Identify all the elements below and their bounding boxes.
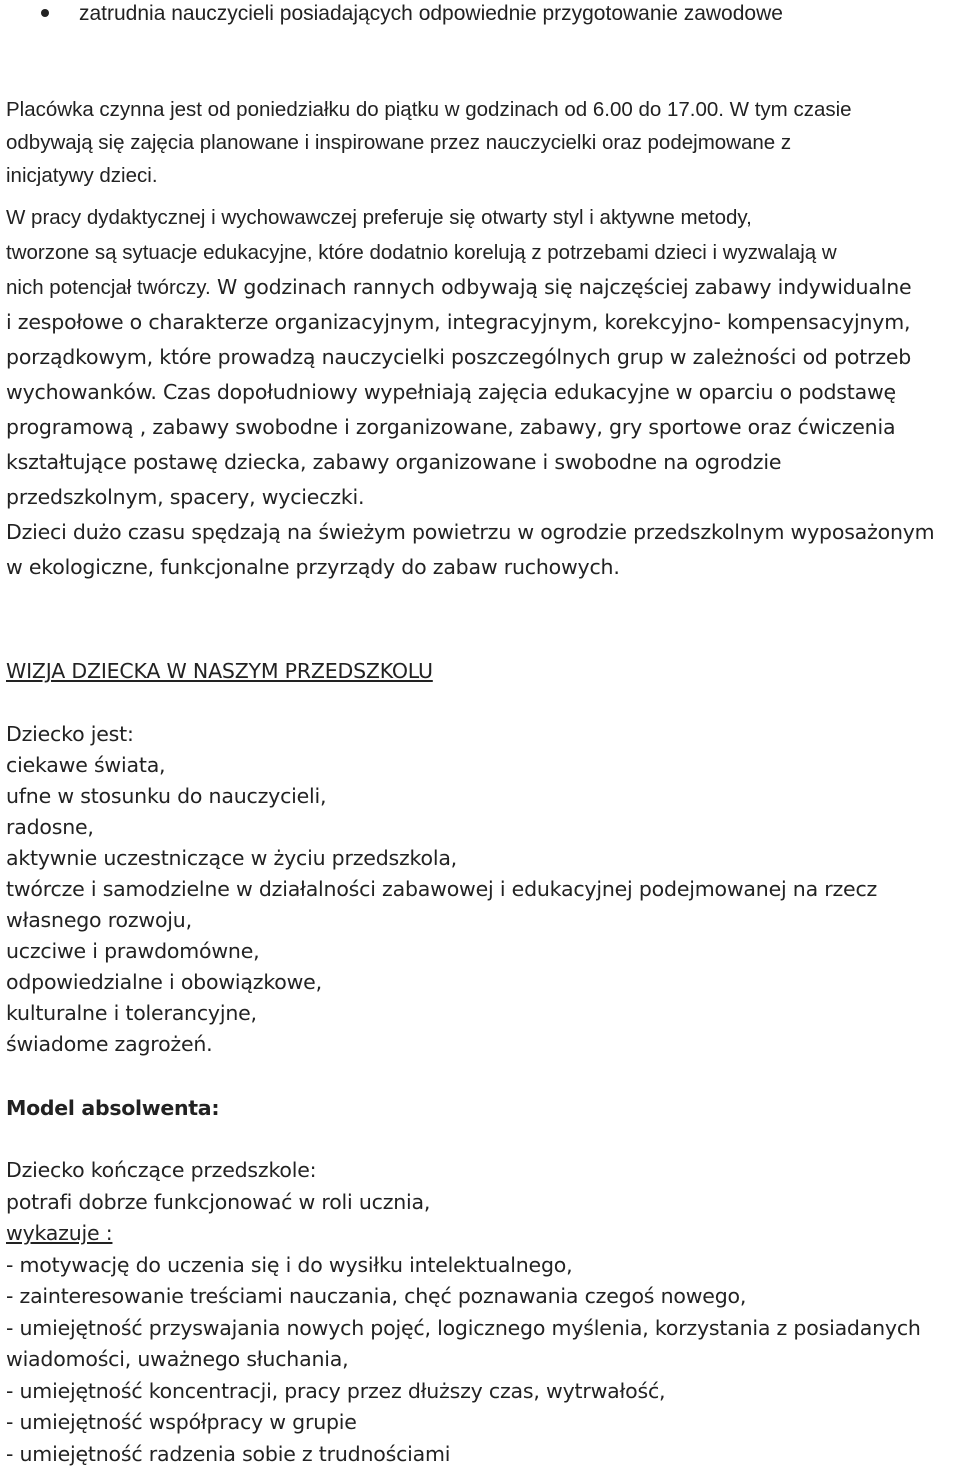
vision-item: odpowiedzialne i obowiązkowe, xyxy=(6,967,956,998)
graduate-item: - umiejętność koncentracji, pracy przez dłuższy czas, wytrwałość, xyxy=(6,1376,956,1408)
vision-item: ufne w stosunku do nauczycieli, xyxy=(6,781,956,812)
vision-intro: Dziecko jest: xyxy=(6,719,956,750)
graduate-item: - umiejętność współpracy w grupie xyxy=(6,1407,956,1439)
vision-item: kulturalne i tolerancyjne, xyxy=(6,998,956,1029)
graduate-item: - motywację do uczenia się i do wysiłku intelektualnego, xyxy=(6,1250,956,1282)
graduate-line: potrafi dobrze funkcjonować w roli ucznia, xyxy=(6,1187,956,1219)
vision-item: ciekawe świata, xyxy=(6,750,956,781)
vision-item: własnego rozwoju, xyxy=(6,905,956,936)
graduate-item: - umiejętność radzenia sobie z trudnościami xyxy=(6,1439,956,1470)
bullet-text: zatrudnia nauczycieli posiadających odpowiednie przygotowanie zawodowe xyxy=(79,0,783,27)
intro-line: inicjatywy dzieci. xyxy=(6,159,956,192)
schedule-line: w ekologiczne, funkcjonalne przyrządy do zabaw ruchowych. xyxy=(6,550,956,585)
vision-item: świadome zagrożeń. xyxy=(6,1029,956,1060)
graduate-item: wiadomości, uważnego słuchania, xyxy=(6,1344,956,1376)
vision-heading: WIZJA DZIECKA W NASZYM PRZEDSZKOLU xyxy=(6,658,433,685)
intro-line: odbywają się zajęcia planowane i inspirowane przez nauczycielki oraz podejmowane z xyxy=(6,126,956,159)
vision-item: uczciwe i prawdomówne, xyxy=(6,936,956,967)
schedule-line: porządkowym, które prowadzą nauczycielki poszczególnych grup w zależności od potrzeb xyxy=(6,340,956,375)
graduate-item: - zainteresowanie treściami nauczania, chęć poznawania czegoś nowego, xyxy=(6,1281,956,1313)
intro-paragraph xyxy=(6,93,956,192)
graduate-item: - umiejętność przyswajania nowych pojęć, logicznego myślenia, korzystania z posiadanych xyxy=(6,1313,956,1345)
schedule-paragraph xyxy=(6,305,956,585)
bullet-item xyxy=(6,0,956,30)
graduate-shows-label: wykazuje : xyxy=(6,1218,956,1250)
vision-item: twórcze i samodzielne w działalności zabawowej i edukacyjnej podejmowanej na rzecz xyxy=(6,874,956,905)
schedule-line: i zespołowe o charakterze organizacyjnym, integracyjnym, korekcyjno- kompensacyjnym, xyxy=(6,305,956,340)
schedule-line: kształtujące postawę dziecka, zabawy organizowane i swobodne na ogrodzie xyxy=(6,445,956,480)
vision-item: aktywnie uczestniczące w życiu przedszkola, xyxy=(6,843,956,874)
schedule-line: przedszkolnym, spacery, wycieczki. xyxy=(6,480,956,515)
methods-line: W pracy dydaktycznej i wychowawczej preferuje się otwarty styl i aktywne metody, xyxy=(6,200,956,235)
methods-paragraph xyxy=(6,200,956,305)
graduate-heading: Model absolwenta: xyxy=(6,1095,219,1122)
methods-line xyxy=(6,270,956,305)
schedule-line-start: W godzinach rannych odbywają się najczęściej zabawy indywidualne xyxy=(211,275,912,299)
vision-list xyxy=(6,719,956,1060)
graduate-list xyxy=(6,1155,956,1470)
intro-line: Placówka czynna jest od poniedziałku do piątku w godzinach od 6.00 do 17.00. W tym czasie xyxy=(6,93,956,126)
vision-item: radosne, xyxy=(6,812,956,843)
bullet-dot-icon xyxy=(41,9,49,17)
schedule-line: programową , zabawy swobodne i zorganizowane, zabawy, gry sportowe oraz ćwiczenia xyxy=(6,410,956,445)
schedule-line: Dzieci dużo czasu spędzają na świeżym powietrzu w ogrodzie przedszkolnym wyposażonym xyxy=(6,515,956,550)
graduate-intro: Dziecko kończące przedszkole: xyxy=(6,1155,956,1187)
methods-line: tworzone są sytuacje edukacyjne, które dodatnio korelują z potrzebami dzieci i wyzwalają w xyxy=(6,235,956,270)
methods-line-end: nich potencjał twórczy. xyxy=(6,276,211,299)
schedule-line: wychowanków. Czas dopołudniowy wypełniają zajęcia edukacyjne w oparciu o podstawę xyxy=(6,375,956,410)
